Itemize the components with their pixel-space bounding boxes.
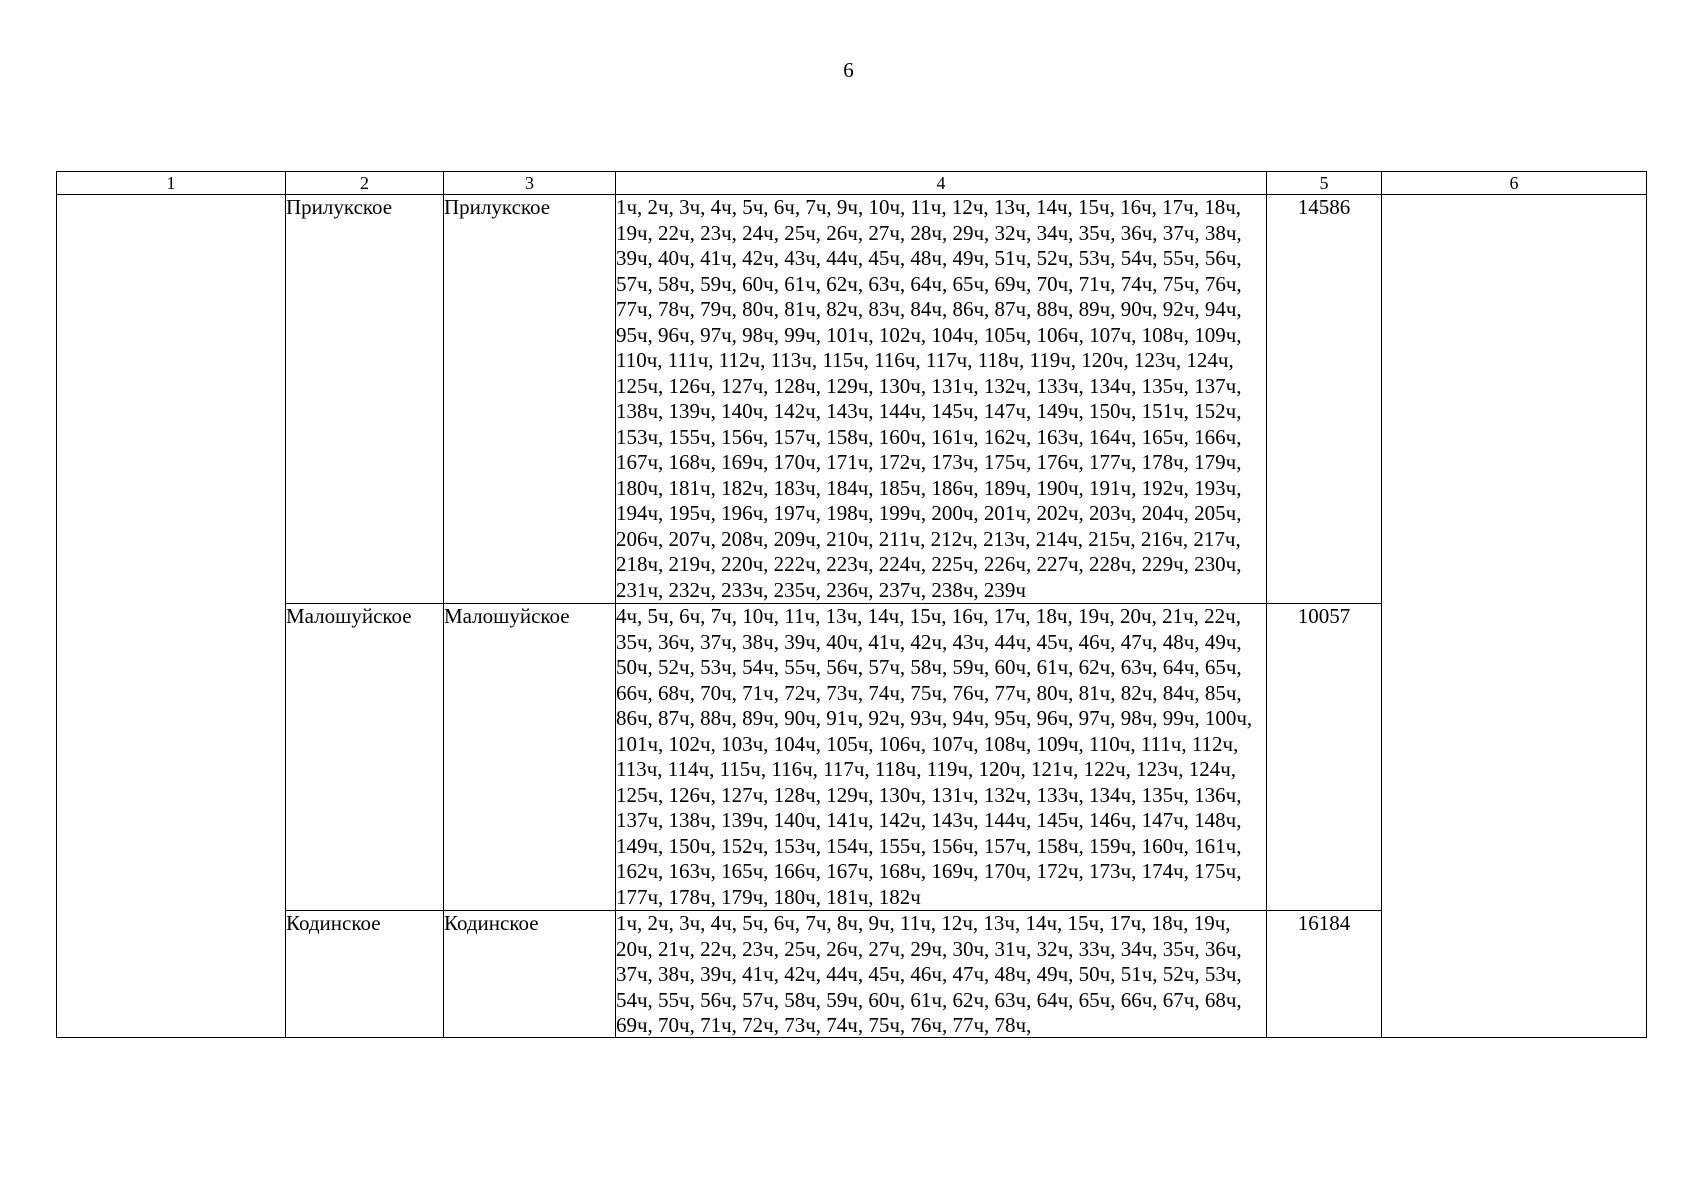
parcel-numbers-text: 1ч, 2ч, 3ч, 4ч, 5ч, 6ч, 7ч, 8ч, 9ч, 11ч, 12ч, 13ч, 14ч, 15ч, 17ч, 18ч, 19ч, 20ч, 21ч, 22ч, 23ч, 25ч, 26ч, 27ч, 29ч, 30ч, 31ч, 32ч, 33ч, 34ч, 35ч, 36ч, 37ч, 38ч, 39ч, 41ч, 42ч, 44ч, 45ч, 46ч, 47ч, 48ч, 49ч, 50ч, 51ч, 52ч, 53ч, 54ч, 55ч, 56ч, 57ч, 58ч, 59ч, 60ч, 61ч, 62ч, 63ч, 64ч, 65ч, 66ч, 67ч, 68ч, 69ч, 70ч, 71ч, 72ч, 73ч, 74ч, 75ч, 76ч, 77ч, 78ч,	[616, 911, 1242, 1037]
col-3-cell	[444, 911, 616, 1038]
header-col-3: 3	[444, 172, 616, 195]
parcel-numbers-cell: 4ч, 5ч, 6ч, 7ч, 10ч, 11ч, 13ч, 14ч, 15ч, 16ч, 17ч, 18ч, 19ч, 20ч, 21ч, 22ч, 35ч, 36ч, 37ч, 38ч, 39ч, 40ч, 41ч, 42ч, 43ч, 44ч, 45ч, 46ч, 47ч, 48ч, 49ч, 50ч, 52ч, 53ч, 54ч, 55ч, 56ч, 57ч, 58ч, 59ч, 60ч, 61ч, 62ч, 63ч, 64ч, 65ч, 66ч, 68ч, 70ч, 71ч, 72ч, 73ч, 74ч, 75ч, 76ч, 77ч, 80ч, 81ч, 82ч, 84ч, 85ч, 86ч, 87ч, 88ч, 89ч, 90ч, 91ч, 92ч, 93ч, 94ч, 95ч, 96ч, 97ч, 98ч, 99ч, 100ч, 101ч, 102ч, 103ч, 104ч, 105ч, 106ч, 107ч, 108ч, 109ч, 110ч, 111ч, 112ч, 113ч, 114ч, 115ч, 116ч, 117ч, 118ч, 119ч, 120ч, 121ч, 122ч, 123ч, 124ч, 125ч, 126ч, 127ч, 128ч, 129ч, 130ч, 131ч, 132ч, 133ч, 134ч, 135ч, 136ч, 137ч, 138ч, 139ч, 140ч, 141ч, 142ч, 143ч, 144ч, 145ч, 146ч, 147ч, 148ч, 149ч, 150ч, 152ч, 153ч, 154ч, 155ч, 156ч, 157ч, 158ч, 159ч, 160ч, 161ч, 162ч, 163ч, 165ч, 166ч, 167ч, 168ч, 169ч, 170ч, 172ч, 173ч, 174ч, 175ч, 177ч, 178ч, 179ч, 180ч, 181ч, 182ч	[616, 604, 1267, 911]
col-2-text: Кодинское	[286, 911, 381, 935]
col-2-cell: Прилукское	[286, 195, 444, 604]
col-3-cell: Прилукское	[444, 195, 616, 604]
land-parcels-table	[56, 171, 1647, 1038]
count-text: 16184	[1297, 911, 1351, 935]
header-col-4: 4	[616, 172, 1267, 195]
header-row	[57, 172, 1647, 195]
count-cell: 10057	[1267, 604, 1382, 911]
page-number: 6	[843, 58, 854, 82]
col-3-text: Кодинское	[444, 911, 539, 935]
col-3-cell: Малошуйское	[444, 604, 616, 911]
header-col-6: 6	[1382, 172, 1647, 195]
count-cell: 14586	[1267, 195, 1382, 604]
header-col-2: 2	[286, 172, 444, 195]
col-2-cell	[286, 911, 444, 1038]
parcel-numbers-cell	[616, 911, 1267, 1038]
count-cell	[1267, 911, 1382, 1038]
table-row	[57, 195, 1647, 604]
col-6-cell	[1382, 195, 1647, 1038]
col-2-cell: Малошуйское	[286, 604, 444, 911]
header-col-5: 5	[1267, 172, 1382, 195]
parcel-numbers-cell: 1ч, 2ч, 3ч, 4ч, 5ч, 6ч, 7ч, 9ч, 10ч, 11ч, 12ч, 13ч, 14ч, 15ч, 16ч, 17ч, 18ч, 19ч, 22ч, 23ч, 24ч, 25ч, 26ч, 27ч, 28ч, 29ч, 32ч, 34ч, 35ч, 36ч, 37ч, 38ч, 39ч, 40ч, 41ч, 42ч, 43ч, 44ч, 45ч, 48ч, 49ч, 51ч, 52ч, 53ч, 54ч, 55ч, 56ч, 57ч, 58ч, 59ч, 60ч, 61ч, 62ч, 63ч, 64ч, 65ч, 69ч, 70ч, 71ч, 74ч, 75ч, 76ч, 77ч, 78ч, 79ч, 80ч, 81ч, 82ч, 83ч, 84ч, 86ч, 87ч, 88ч, 89ч, 90ч, 92ч, 94ч, 95ч, 96ч, 97ч, 98ч, 99ч, 101ч, 102ч, 104ч, 105ч, 106ч, 107ч, 108ч, 109ч, 110ч, 111ч, 112ч, 113ч, 115ч, 116ч, 117ч, 118ч, 119ч, 120ч, 123ч, 124ч, 125ч, 126ч, 127ч, 128ч, 129ч, 130ч, 131ч, 132ч, 133ч, 134ч, 135ч, 137ч, 138ч, 139ч, 140ч, 142ч, 143ч, 144ч, 145ч, 147ч, 149ч, 150ч, 151ч, 152ч, 153ч, 155ч, 156ч, 157ч, 158ч, 160ч, 161ч, 162ч, 163ч, 164ч, 165ч, 166ч, 167ч, 168ч, 169ч, 170ч, 171ч, 172ч, 173ч, 175ч, 176ч, 177ч, 178ч, 179ч, 180ч, 181ч, 182ч, 183ч, 184ч, 185ч, 186ч, 189ч, 190ч, 191ч, 192ч, 193ч, 194ч, 195ч, 196ч, 197ч, 198ч, 199ч, 200ч, 201ч, 202ч, 203ч, 204ч, 205ч, 206ч, 207ч, 208ч, 209ч, 210ч, 211ч, 212ч, 213ч, 214ч, 215ч, 216ч, 217ч, 218ч, 219ч, 220ч, 222ч, 223ч, 224ч, 225ч, 226ч, 227ч, 228ч, 229ч, 230ч, 231ч, 232ч, 233ч, 235ч, 236ч, 237ч, 238ч, 239ч	[616, 195, 1267, 604]
header-col-1: 1	[57, 172, 286, 195]
col-1-cell	[57, 195, 286, 1038]
